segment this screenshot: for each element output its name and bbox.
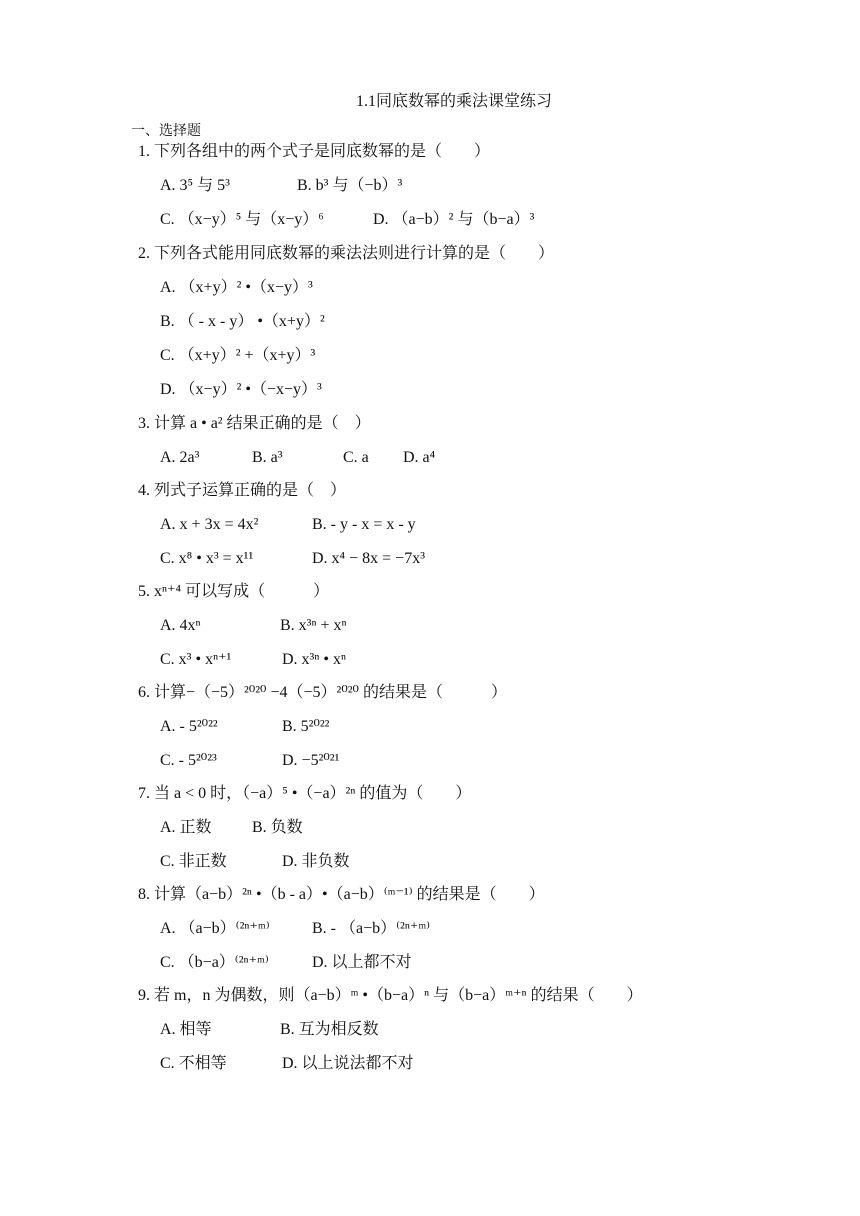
- option-d: D. x⁴ − 8x = −7x³: [312, 550, 425, 567]
- page-title: 1.1同底数幂的乘法课堂练习: [355, 93, 552, 110]
- option-b: B. 互为相反数: [280, 1021, 379, 1038]
- option-b: B. a³: [252, 449, 283, 466]
- option-c: C. x³ • xⁿ⁺¹: [160, 651, 232, 668]
- option-d: D. x³ⁿ • xⁿ: [282, 651, 347, 668]
- option-c: C. a: [343, 449, 369, 466]
- option-c: C. - 5²⁰²³: [160, 752, 217, 769]
- question-stem: 1. 下列各组中的两个式子是同底数幂的是（ ）: [138, 143, 491, 160]
- question-stem: 2. 下列各式能用同底数幂的乘法法则进行计算的是（ ）: [138, 245, 555, 262]
- option-a: A. 4xⁿ: [160, 617, 201, 634]
- question-stem: 8. 计算（a−b）²ⁿ •（b - a）•（a−b）⁽ᵐ⁻¹⁾ 的结果是（ ）: [138, 886, 545, 903]
- option-c: C. 不相等: [160, 1055, 227, 1072]
- option-a: A. 正数: [160, 819, 212, 836]
- section-heading: 一、选择题: [131, 124, 201, 139]
- option-d: D. a⁴: [403, 449, 436, 466]
- option-a: A. 3⁵ 与 5³: [160, 177, 230, 194]
- option-a: A. 2a³: [160, 449, 200, 466]
- question-stem: 9. 若 m，n 为偶数，则（a−b）ᵐ •（b−a）ⁿ 与（b−a）ᵐ⁺ⁿ 的结果（ ）: [138, 987, 643, 1004]
- option-d: D. 以上说法都不对: [282, 1055, 414, 1072]
- question-stem: 5. xⁿ⁺⁴ 可以写成（ ）: [138, 583, 330, 600]
- option-b: B. b³ 与（−b）³: [297, 177, 403, 194]
- question-stem: 4. 列式子运算正确的是（ ）: [138, 482, 347, 499]
- question-stem: 6. 计算−（−5）²⁰²⁰ −4（−5）²⁰²⁰ 的结果是（ ）: [138, 684, 507, 701]
- option-d: D. −5²⁰²¹: [282, 752, 340, 769]
- option-b: B. x³ⁿ + xⁿ: [280, 617, 347, 634]
- option-b: B. 负数: [252, 819, 303, 836]
- option-b: B. （ - x - y） •（x+y）²: [160, 313, 325, 330]
- option-b: B. - y - x = x - y: [312, 516, 416, 533]
- option-c: C. 非正数: [160, 853, 227, 870]
- option-c: C. （b−a）⁽²ⁿ⁺ᵐ⁾: [160, 954, 269, 971]
- option-a: A. 相等: [160, 1021, 212, 1038]
- option-a: A. x + 3x = 4x²: [160, 516, 259, 533]
- option-d: D. 非负数: [282, 853, 350, 870]
- option-a: A. - 5²⁰²²: [160, 718, 218, 735]
- option-d: D. （a−b）² 与（b−a）³: [373, 211, 535, 228]
- option-d: D. （x−y）² •（−x−y）³: [160, 381, 322, 398]
- option-b: B. - （a−b）⁽²ⁿ⁺ᵐ⁾: [312, 920, 431, 937]
- question-stem: 3. 计算 a • a² 结果正确的是（ ）: [138, 415, 371, 432]
- question-stem: 7. 当 a < 0 时，（−a）⁵ •（−a）²ⁿ 的值为（ ）: [138, 785, 472, 802]
- option-a: A. （x+y）² •（x−y）³: [160, 279, 313, 296]
- option-c: C. （x+y）² +（x+y）³: [160, 347, 316, 364]
- option-a: A. （a−b）⁽²ⁿ⁺ᵐ⁾: [160, 920, 270, 937]
- option-c: C. （x−y）⁵ 与（x−y）⁶: [160, 211, 324, 228]
- option-c: C. x⁸ • x³ = x¹¹: [160, 550, 254, 567]
- option-d: D. 以上都不对: [312, 954, 412, 971]
- option-b: B. 5²⁰²²: [282, 718, 330, 735]
